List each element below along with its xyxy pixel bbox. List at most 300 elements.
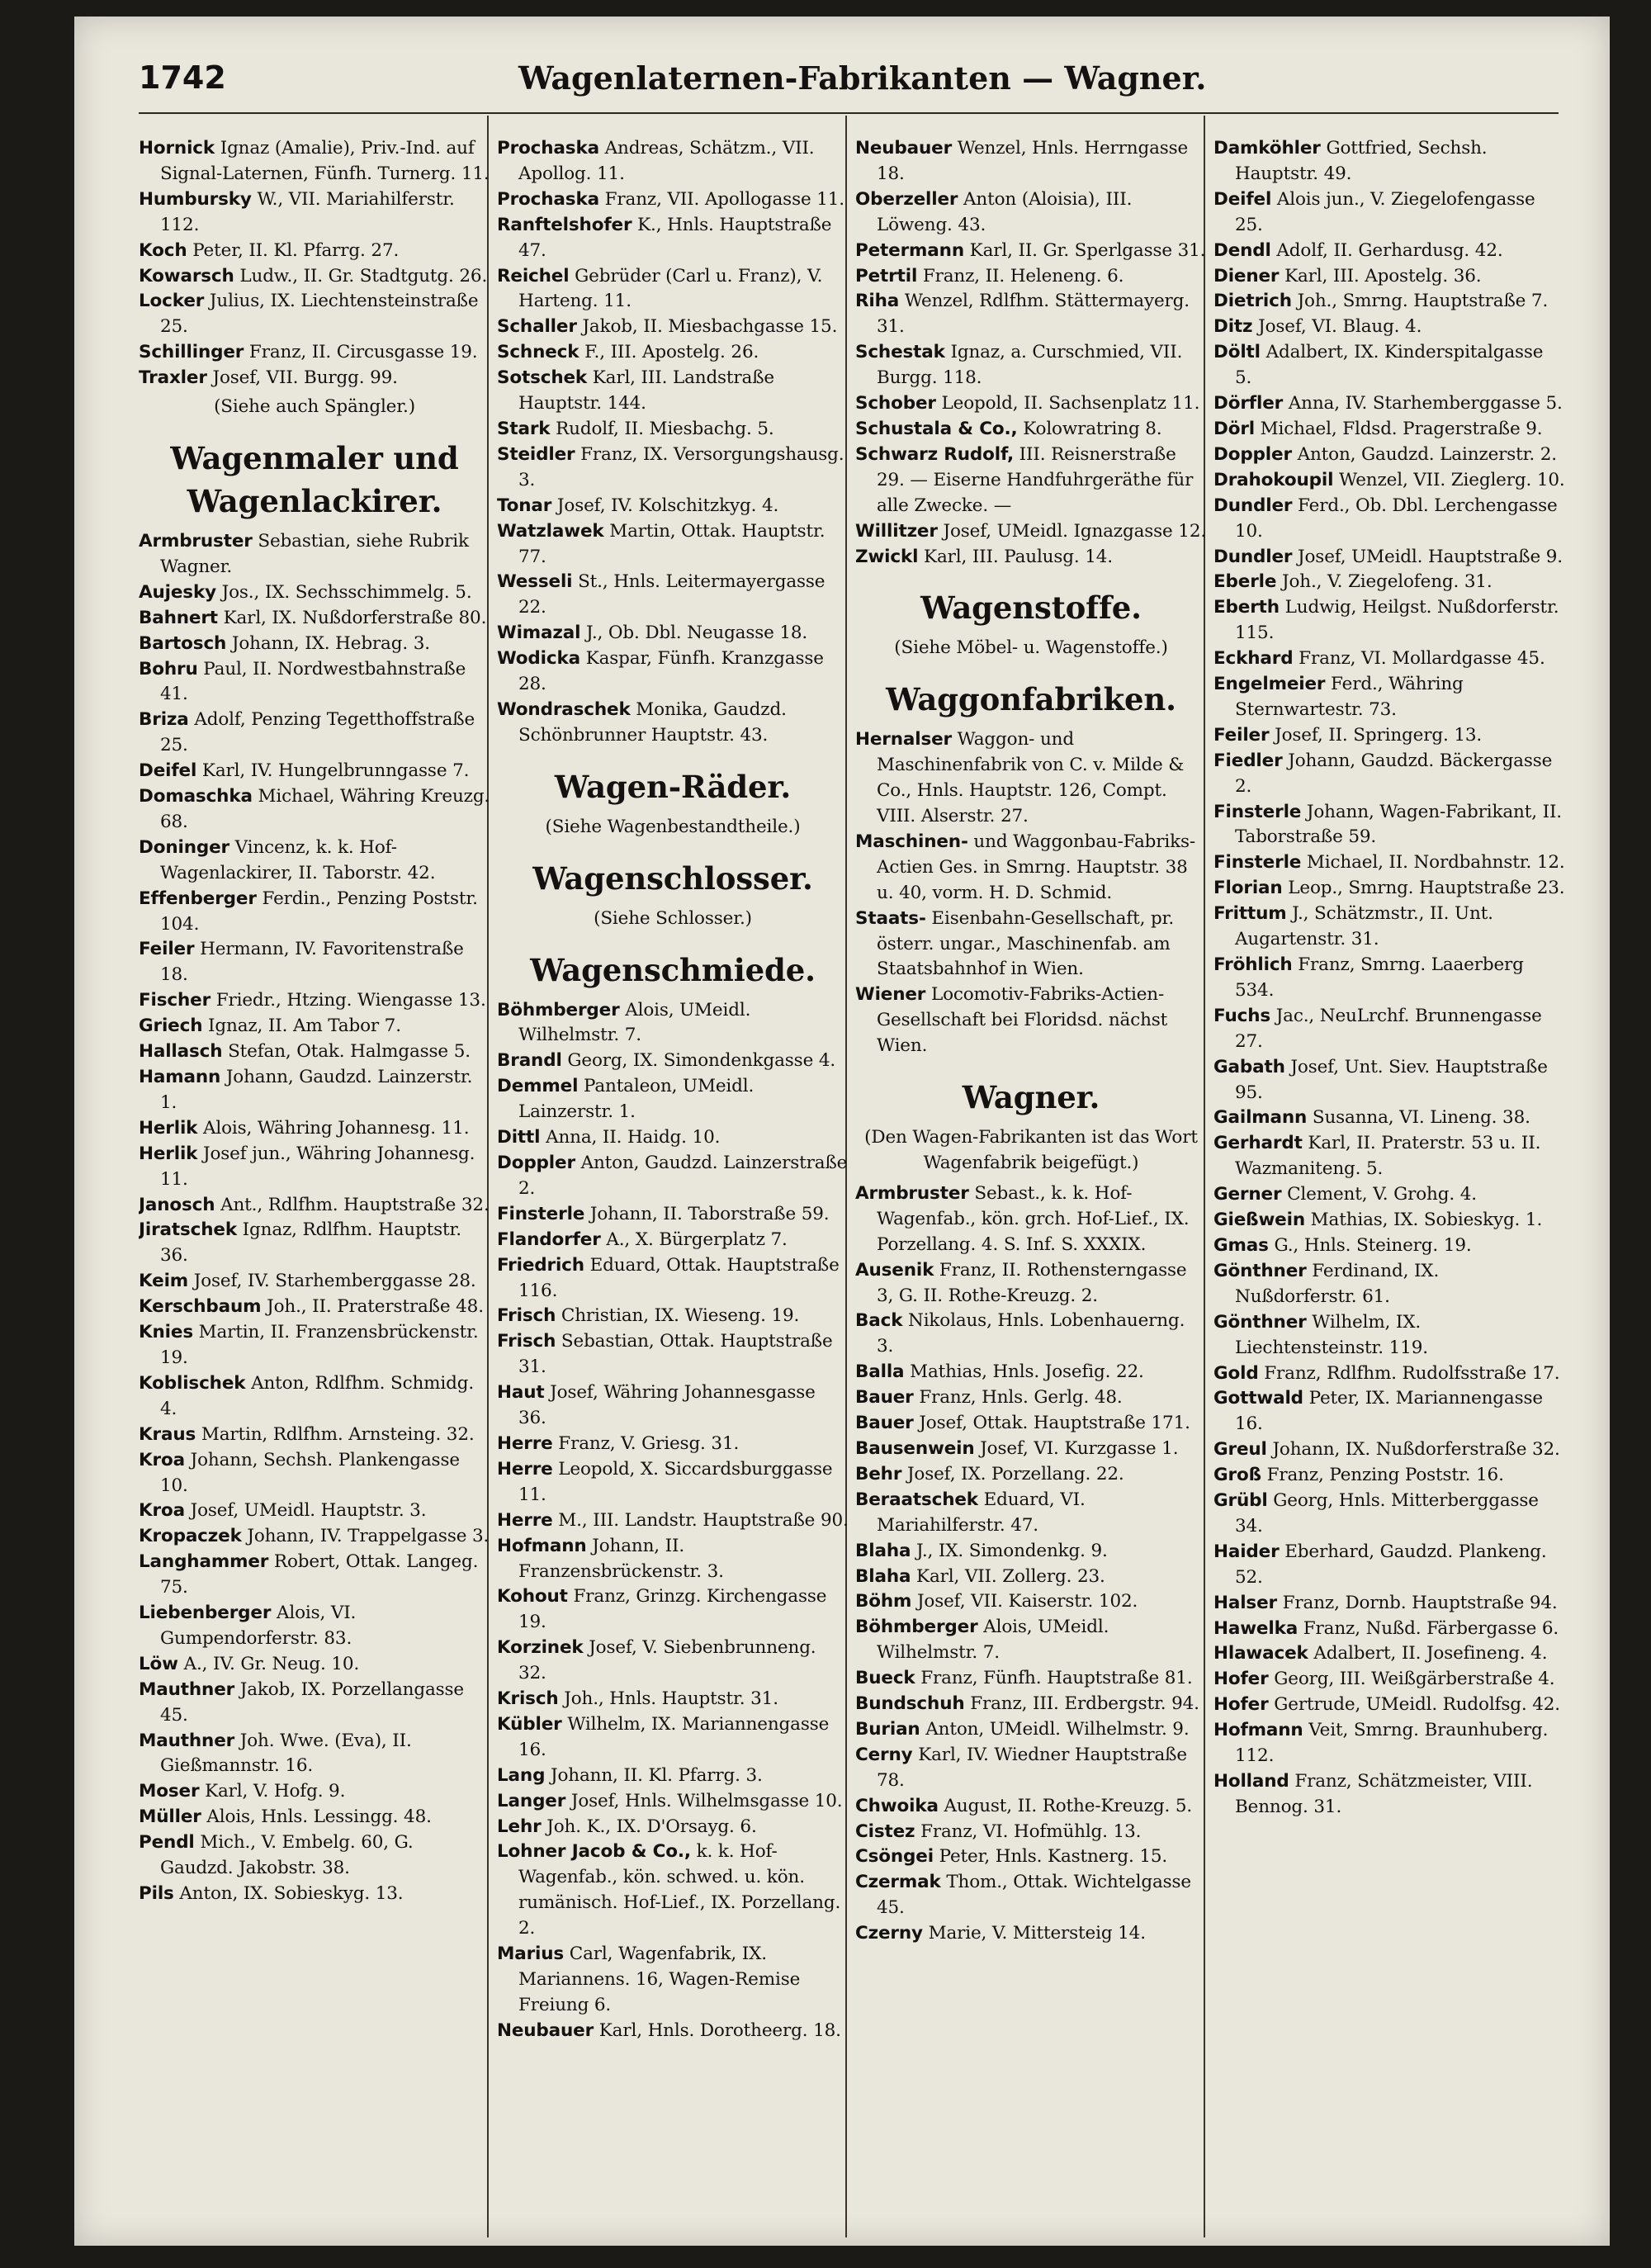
entry-details: Carl, Wagenfabrik, IX. Mariannens. 16, Wagen-Remise Freiung 6.: [518, 1944, 801, 2015]
entry-details: Georg, IX. Simondenkgasse 4.: [561, 1050, 836, 1072]
directory-entry: [497, 1457, 849, 1508]
entry-name: Kropaczek: [139, 1526, 242, 1547]
section-heading: Wagenmaler und Wagenlackirer.: [170, 439, 459, 519]
entry-details: Franz, Penzing Poststr. 16.: [1261, 1465, 1504, 1486]
directory-entry: [1213, 1693, 1565, 1718]
directory-entry: [855, 289, 1207, 340]
entry-details: Leop., Smrng. Hauptstraße 23.: [1282, 878, 1565, 899]
entry-details: Anna, IV. Starhemberggasse 5.: [1283, 393, 1563, 414]
entry-details: Josef jun., Währing Johannesg. 11.: [160, 1143, 475, 1190]
entry-details: Karl, Hnls. Dorotheerg. 18.: [594, 2019, 841, 2041]
entry-details: Gottfried, Sechsh. Hauptstr. 49.: [1235, 138, 1488, 184]
entry-name: Finsterle: [497, 1203, 585, 1224]
directory-entry: [855, 264, 1207, 290]
entry-details: Anton, Gaudzd. Lainzerstraße 2.: [518, 1153, 848, 1199]
directory-entry: [139, 340, 490, 366]
entry-details: Franz, V. Griesg. 31.: [552, 1432, 740, 1454]
entry-details: A., X. Bürgerplatz 7.: [600, 1229, 788, 1250]
entry-details: Franz, Rdlfhm. Rudolfsstraße 17.: [1258, 1362, 1560, 1384]
directory-entry: [855, 1565, 1207, 1590]
entry-details: Thom., Ottak. Wichtelgasse 45.: [877, 1872, 1191, 1919]
entry-details: Sebastian, Ottak. Hauptstraße 31.: [518, 1331, 833, 1378]
entry-name: Fuchs: [1213, 1005, 1271, 1026]
directory-entry: [855, 340, 1207, 391]
entry-name: Knies: [139, 1322, 193, 1343]
directory-entry: [855, 136, 1207, 187]
directory-entry: [855, 239, 1207, 264]
entry-name: Armbruster: [139, 530, 253, 552]
entry-name: Koch: [139, 239, 187, 261]
directory-entry: [1213, 749, 1565, 800]
directory-entry: [497, 698, 849, 749]
entry-name: Bartosch: [139, 632, 227, 654]
entry-details: Jac., NeuLrchf. Brunnengasse 27.: [1235, 1005, 1542, 1052]
entry-details: Josef, VII. Kaiserstr. 102.: [911, 1591, 1138, 1612]
entry-name: Chwoika: [855, 1795, 939, 1816]
entry-name: Frisch: [497, 1305, 556, 1327]
entry-details: August, II. Rothe-Kreuzg. 5.: [938, 1795, 1193, 1816]
entry-name: Moser: [139, 1781, 200, 1802]
entry-name: Böhmberger: [855, 1617, 978, 1638]
directory-entry: [139, 657, 490, 708]
entry-name: Grübl: [1213, 1490, 1268, 1512]
directory-entry: [139, 1882, 490, 1907]
entry-name: Balla: [855, 1361, 905, 1383]
entry-name: Hofmann: [1213, 1720, 1303, 1741]
directory-entry: [1213, 1233, 1565, 1259]
directory-entry: [497, 646, 849, 698]
entry-details: Joh., V. Ziegelofeng. 31.: [1276, 571, 1493, 593]
entry-name: Flandorfer: [497, 1229, 601, 1250]
directory-entry: [855, 1666, 1207, 1692]
directory-entry: [497, 1508, 849, 1534]
directory-entry: [497, 1228, 849, 1253]
directory-entry: [855, 982, 1207, 1059]
entry-details: Wenzel, Rdlfhm. Stättermayerg. 31.: [877, 291, 1190, 338]
entry-name: Kerschbaum: [139, 1296, 262, 1318]
directory-entry: [855, 1844, 1207, 1870]
entry-details: Nikolaus, Hnls. Lobenhauerng. 3.: [877, 1310, 1185, 1357]
directory-entry: [497, 621, 849, 646]
entry-details: Alois, UMeidl. Wilhelmstr. 7.: [518, 999, 751, 1046]
directory-entry: [139, 1524, 490, 1550]
directory-entry: [497, 1687, 849, 1712]
entry-details: Rudolf, II. Miesbachg. 5.: [550, 418, 774, 439]
entry-details: Ferdinand, IX. Nußdorferstr. 61.: [1235, 1260, 1440, 1307]
directory-entry: [497, 136, 849, 187]
entry-name: Dittl: [497, 1127, 541, 1148]
entry-name: Gabath: [1213, 1056, 1285, 1077]
entry-details: Josef, UMeidl. Ignazgasse 12.: [937, 520, 1207, 542]
directory-entry: [497, 1151, 849, 1202]
directory-entry: [497, 519, 849, 571]
directory-entry: [1213, 136, 1565, 187]
entry-name: Beraatschek: [855, 1489, 978, 1510]
directory-entry: [1213, 1055, 1565, 1106]
entry-details: Josef, V. Siebenbrunneng. 32.: [518, 1637, 816, 1684]
entry-details: J., Schätzmstr., II. Unt. Augartenstr. 31.: [1235, 903, 1493, 950]
entry-details: Anton (Aloisia), III. Löweng. 43.: [877, 188, 1133, 235]
entry-details: Ignaz, II. Am Tabor 7.: [202, 1016, 401, 1037]
entry-name: Frittum: [1213, 903, 1287, 925]
directory-entry: [1213, 1106, 1565, 1131]
directory-entry: [139, 136, 490, 187]
entry-details: Gebrüder (Carl u. Franz), V. Harteng. 11.: [518, 265, 823, 312]
entry-details: Franz, VII. Apollogasse 11.: [598, 188, 844, 210]
running-title: Wagenlaternen-Fabrikanten — Wagner.: [518, 59, 1207, 97]
entry-details: Karl, II. Praterstr. 53 u. II. Wazmaniteng. 5.: [1235, 1133, 1541, 1180]
entry-details: Franz, IX. Versorgungshausg. 3.: [518, 443, 844, 490]
directory-entry: [855, 1462, 1207, 1488]
entry-details: Karl, V. Hofg. 9.: [199, 1781, 346, 1802]
entry-name: Riha: [855, 291, 900, 312]
directory-entry: [497, 187, 849, 213]
entry-name: Wiener: [855, 984, 926, 1006]
entry-name: Pils: [139, 1883, 174, 1904]
entry-name: Döltl: [1213, 342, 1261, 363]
directory-entry: [497, 1049, 849, 1074]
entry-name: Fiedler: [1213, 750, 1283, 771]
directory-entry: [855, 1743, 1207, 1794]
entry-details: Sebast., k. k. Hof-Wagenfab., kön. grch. Hof-Lief., IX. Porzellang. 4. S. Inf. S. XXXIX.: [877, 1182, 1190, 1255]
entry-details: Karl, III. Apostelg. 36.: [1279, 265, 1482, 286]
directory-entry: [497, 443, 849, 494]
entry-name: Wondraschek: [497, 698, 631, 720]
entry-name: Keim: [139, 1271, 189, 1292]
entry-details: Karl, IX. Nußdorferstraße 80.: [217, 607, 487, 628]
entry-name: Kroa: [139, 1500, 185, 1522]
entry-name: Doninger: [139, 836, 229, 858]
entry-details: Josef, VI. Kurzgasse 1.: [974, 1437, 1179, 1459]
entry-name: Dundler: [1213, 495, 1293, 516]
directory-entry: [1213, 953, 1565, 1004]
directory-entry: [1213, 1437, 1565, 1463]
directory-entry: [1213, 1208, 1565, 1233]
entry-name: Kohout: [497, 1586, 568, 1607]
directory-entry: [497, 1942, 849, 2019]
entry-name: Kowarsch: [139, 265, 234, 286]
entry-name: Gerner: [1213, 1184, 1282, 1205]
directory-entry: [1213, 1131, 1565, 1182]
directory-entry: [139, 187, 490, 239]
entry-name: Bahnert: [139, 607, 218, 628]
entry-name: Löw: [139, 1653, 178, 1674]
directory-entry: [855, 1411, 1207, 1437]
entry-details: Wenzel, VII. Zieglerg. 10.: [1333, 469, 1565, 490]
directory-entry: [1213, 1641, 1565, 1667]
entry-details: Johann, II. Franzensbrückenstr. 3.: [518, 1535, 724, 1582]
directory-entry: [139, 1499, 490, 1524]
entry-name: Neubauer: [497, 2019, 594, 2041]
entry-name: Ditz: [1213, 316, 1253, 338]
directory-entry: [497, 315, 849, 340]
entry-name: Reichel: [497, 265, 570, 286]
entry-name: Dietrich: [1213, 291, 1292, 312]
entry-name: Schaller: [497, 316, 577, 338]
entry-name: Kraus: [139, 1423, 196, 1445]
entry-details: Johann, Gaudzd. Bäckergasse 2.: [1235, 750, 1553, 797]
directory-entry: [1213, 289, 1565, 315]
directory-entry: [139, 887, 490, 938]
entry-details: Josef, Ottak. Hauptstraße 171.: [913, 1413, 1190, 1434]
entry-details: Martin, II. Franzensbrückenstr. 19.: [160, 1322, 479, 1368]
entry-name: Cerny: [855, 1744, 913, 1765]
directory-entry: [139, 1779, 490, 1805]
directory-entry: [139, 836, 490, 887]
directory-entry: [1213, 340, 1565, 391]
directory-entry: [1213, 264, 1565, 290]
directory-entry: [1213, 1310, 1565, 1361]
entry-details: Michael, Währing Kreuzg. 68.: [160, 786, 490, 832]
entry-name: Böhmberger: [497, 999, 620, 1020]
entry-details: Josef, Hnls. Wilhelmsgasse 10.: [565, 1790, 843, 1811]
entry-name: Sotschek: [497, 367, 588, 389]
entry-name: Hamann: [139, 1067, 221, 1087]
column-3: [855, 136, 1207, 2217]
entry-name: Back: [855, 1310, 903, 1332]
entry-details: Anton, IX. Sobieskyg. 13.: [173, 1883, 404, 1904]
entry-details: Susanna, VI. Lineng. 38.: [1307, 1107, 1530, 1129]
entry-name: Maschinen-: [855, 831, 968, 852]
directory-entry: [855, 1360, 1207, 1385]
entry-name: Fröhlich: [1213, 954, 1293, 975]
directory-entry: [139, 1729, 490, 1780]
entry-details: Franz, Smrng. Laaerberg 534.: [1235, 954, 1524, 1001]
entry-name: Finsterle: [1213, 852, 1302, 874]
entry-name: Prochaska: [497, 188, 599, 210]
directory-entry: [139, 1448, 490, 1499]
directory-entry: [855, 545, 1207, 571]
directory-entry: [1213, 1361, 1565, 1387]
directory-entry: [1213, 1769, 1565, 1821]
entry-details: Leopold, X. Siccardsburggasse 11.: [518, 1458, 833, 1505]
entry-name: Lohner Jacob & Co.,: [497, 1841, 691, 1863]
entry-details: Mathias, IX. Sobieskyg. 1.: [1304, 1210, 1543, 1231]
entry-name: Dendl: [1213, 239, 1271, 261]
entry-name: Hofer: [1213, 1694, 1269, 1716]
entry-details: St., Hnls. Leitermayergasse 22.: [518, 571, 826, 618]
entry-name: Greul: [1213, 1439, 1267, 1461]
entry-name: Domaschka: [139, 786, 253, 807]
directory-entry: [139, 1805, 490, 1830]
entry-details: W., VII. Mariahilferstr. 112.: [160, 188, 455, 235]
entry-name: Feiler: [1213, 724, 1270, 746]
entry-details: G., Hnls. Steinerg. 19.: [1268, 1234, 1472, 1256]
entry-details: Josef, IV. Kolschitzkyg. 4.: [551, 495, 779, 516]
entry-details: Jakob, II. Miesbachgasse 15.: [576, 316, 838, 338]
entry-details: Hermann, IV. Favoritenstraße 18.: [160, 939, 464, 986]
column-1: [139, 136, 490, 2217]
entry-details: Johann, II. Taborstraße 59.: [584, 1203, 830, 1224]
directory-entry: [855, 1181, 1207, 1258]
entry-name: Lehr: [497, 1816, 542, 1837]
entry-name: Kübler: [497, 1713, 562, 1735]
entry-name: Bueck: [855, 1668, 915, 1689]
cross-reference-note: (Siehe auch Spängler.): [214, 396, 415, 418]
entry-name: Krisch: [497, 1688, 559, 1710]
directory-entry: [139, 759, 490, 784]
directory-entry: [139, 1830, 490, 1882]
entry-name: Burian: [855, 1718, 920, 1740]
entry-name: Gerhardt: [1213, 1133, 1303, 1154]
entry-name: Aujesky: [139, 581, 216, 603]
directory-entry: [1213, 468, 1565, 494]
entry-name: Dörl: [1213, 418, 1255, 439]
entry-details: F., III. Apostelg. 26.: [579, 342, 759, 363]
directory-entry: [497, 417, 849, 443]
entry-details: Jakob, IX. Porzellangasse 45.: [160, 1679, 464, 1726]
directory-entry: [497, 1839, 849, 1942]
directory-entry: [139, 366, 490, 391]
entry-name: Hofmann: [497, 1535, 587, 1556]
entry-name: Schustala & Co.,: [855, 418, 1018, 439]
directory-entry: [855, 391, 1207, 417]
entry-details: Christian, IX. Wieseng. 19.: [556, 1305, 800, 1327]
entry-details: Franz, Dornb. Hauptstraße 94.: [1276, 1592, 1558, 1613]
section-heading: Wagenstoffe.: [920, 589, 1142, 627]
directory-entry: [1213, 1489, 1565, 1540]
directory-entry: [139, 632, 490, 657]
entry-name: Diener: [1213, 265, 1280, 286]
directory-entry: [855, 830, 1207, 907]
entry-name: Doppler: [497, 1153, 575, 1173]
entry-details: Karl, III. Landstraße Hauptstr. 144.: [518, 367, 775, 414]
page-header: [139, 59, 1377, 109]
directory-entry: [139, 1218, 490, 1269]
entry-details: Jos., IX. Sechsschimmelg. 5.: [215, 581, 472, 603]
entry-name: Griech: [139, 1016, 203, 1037]
directory-entry: [139, 1193, 490, 1219]
section-heading: Wagen-Räder.: [554, 768, 792, 805]
entry-name: Wimazal: [497, 623, 581, 644]
entry-details: Josef, Währing Johannesgasse 36.: [518, 1382, 816, 1429]
directory-entry: [497, 1789, 849, 1815]
directory-entry: [855, 519, 1207, 545]
entry-details: Adolf, II. Gerhardusg. 42.: [1270, 239, 1503, 261]
directory-entry: [1213, 1540, 1565, 1591]
entry-details: Wilhelm, IX. Mariannengasse 16.: [518, 1713, 830, 1760]
entry-name: Wesseli: [497, 571, 573, 593]
directory-entry: [855, 1385, 1207, 1411]
entry-name: Gmas: [1213, 1234, 1269, 1256]
entry-details: Franz, Nußd. Färbergasse 6.: [1298, 1617, 1559, 1639]
entry-name: Hornick: [139, 138, 215, 159]
entry-name: Halser: [1213, 1592, 1277, 1613]
entry-details: Eberhard, Gaudzd. Plankeng. 52.: [1235, 1541, 1547, 1588]
entry-details: Franz, Schätzmeister, VIII. Bennog. 31.: [1235, 1771, 1533, 1817]
entry-name: Demmel: [497, 1076, 579, 1097]
entry-name: Hawelka: [1213, 1617, 1299, 1639]
entry-name: Langhammer: [139, 1551, 269, 1573]
entry-name: Wodicka: [497, 648, 580, 670]
entry-details: Ferd., Währing Sternwartestr. 73.: [1235, 674, 1464, 720]
entry-details: Vincenz, k. k. Hof-Wagenlackirer, II. Taborstr. 42.: [160, 836, 436, 883]
entry-name: Marius: [497, 1944, 565, 1965]
entry-details: Michael, Fldsd. Pragerstraße 9.: [1255, 418, 1543, 439]
directory-entry: [1213, 595, 1565, 646]
entry-name: Mauthner: [139, 1679, 235, 1700]
entry-details: Kaspar, Fünfh. Kranzgasse 28.: [518, 648, 824, 695]
directory-entry: [1213, 494, 1565, 545]
entry-name: Jiratschek: [139, 1219, 237, 1241]
directory-entry: [855, 1794, 1207, 1820]
entry-details: III. Reisnerstraße 29. — Eiserne Handfuhrgeräthe für alle Zwecke. —: [877, 443, 1194, 516]
directory-entry: [855, 1615, 1207, 1666]
entry-name: Neubauer: [855, 138, 953, 159]
directory-entry: [855, 1258, 1207, 1309]
entry-name: Gönthner: [1213, 1260, 1307, 1281]
entry-name: Czermak: [855, 1872, 941, 1893]
entry-name: Eckhard: [1213, 648, 1294, 670]
directory-entry: [1213, 391, 1565, 417]
directory-entry: [497, 998, 849, 1049]
directory-entry: [497, 264, 849, 315]
directory-entry: [139, 937, 490, 988]
entry-name: Willitzer: [855, 520, 938, 542]
directory-entry: [139, 264, 490, 290]
entry-name: Gießwein: [1213, 1210, 1305, 1231]
directory-entry: [139, 988, 490, 1014]
entry-name: Steidler: [497, 443, 575, 465]
entry-details: Josef, IV. Starhemberggasse 28.: [188, 1271, 476, 1292]
directory-entry: [139, 784, 490, 836]
entry-details: Peter, II. Kl. Pfarrg. 27.: [187, 239, 400, 261]
entry-details: Franz, Fünfh. Hauptstraße 81.: [915, 1668, 1193, 1689]
directory-entry: [139, 289, 490, 340]
directory-entry: [855, 1692, 1207, 1717]
entry-name: Janosch: [139, 1194, 215, 1215]
entry-details: Franz, VI. Mollardgasse 45.: [1293, 648, 1545, 670]
entry-details: Anton, Gaudzd. Lainzerstr. 2.: [1291, 443, 1557, 465]
entry-details: Josef, II. Springerg. 13.: [1269, 724, 1483, 746]
entry-name: Gold: [1213, 1362, 1259, 1384]
directory-entry: [1213, 187, 1565, 239]
directory-entry: [855, 1921, 1207, 1947]
directory-entry: [497, 1125, 849, 1151]
entry-name: Fischer: [139, 990, 211, 1011]
entry-details: Martin, Rdlfhm. Arnsteing. 32.: [196, 1423, 475, 1445]
directory-entry: [1213, 723, 1565, 749]
entry-name: Schestak: [855, 342, 945, 363]
entry-details: Josef, UMeidl. Hauptstraße 9.: [1292, 546, 1563, 567]
entry-name: Dörfler: [1213, 393, 1284, 414]
directory-entry: [855, 1539, 1207, 1565]
entry-name: Staats-: [855, 907, 926, 929]
entry-name: Herre: [497, 1458, 553, 1480]
entry-name: Oberzeller: [855, 188, 958, 210]
directory-entry: [139, 708, 490, 759]
directory-entry: [139, 1550, 490, 1601]
directory-entry: [139, 1652, 490, 1678]
directory-entry: [855, 1437, 1207, 1462]
entry-details: Karl, IV. Wiedner Hauptstraße 78.: [877, 1744, 1187, 1791]
entry-details: Adalbert, IX. Kinderspitalgasse 5.: [1235, 342, 1544, 389]
directory-entry: [855, 1717, 1207, 1743]
entry-details: Karl, III. Paulusg. 14.: [918, 546, 1113, 567]
directory-entry: [139, 1678, 490, 1729]
entry-name: Holland: [1213, 1771, 1289, 1792]
entry-details: Anton, Rdlfhm. Schmidg. 4.: [160, 1372, 475, 1419]
directory-entry: [139, 580, 490, 606]
directory-entry: [1213, 902, 1565, 953]
directory-entry: [497, 1636, 849, 1687]
entry-name: Armbruster: [855, 1182, 969, 1204]
entry-name: Lang: [497, 1764, 546, 1786]
directory-entry: [855, 1309, 1207, 1360]
column-4: [1213, 136, 1565, 2217]
entry-details: Michael, II. Nordbahnstr. 12.: [1301, 852, 1565, 874]
header-rule: [139, 112, 1559, 114]
